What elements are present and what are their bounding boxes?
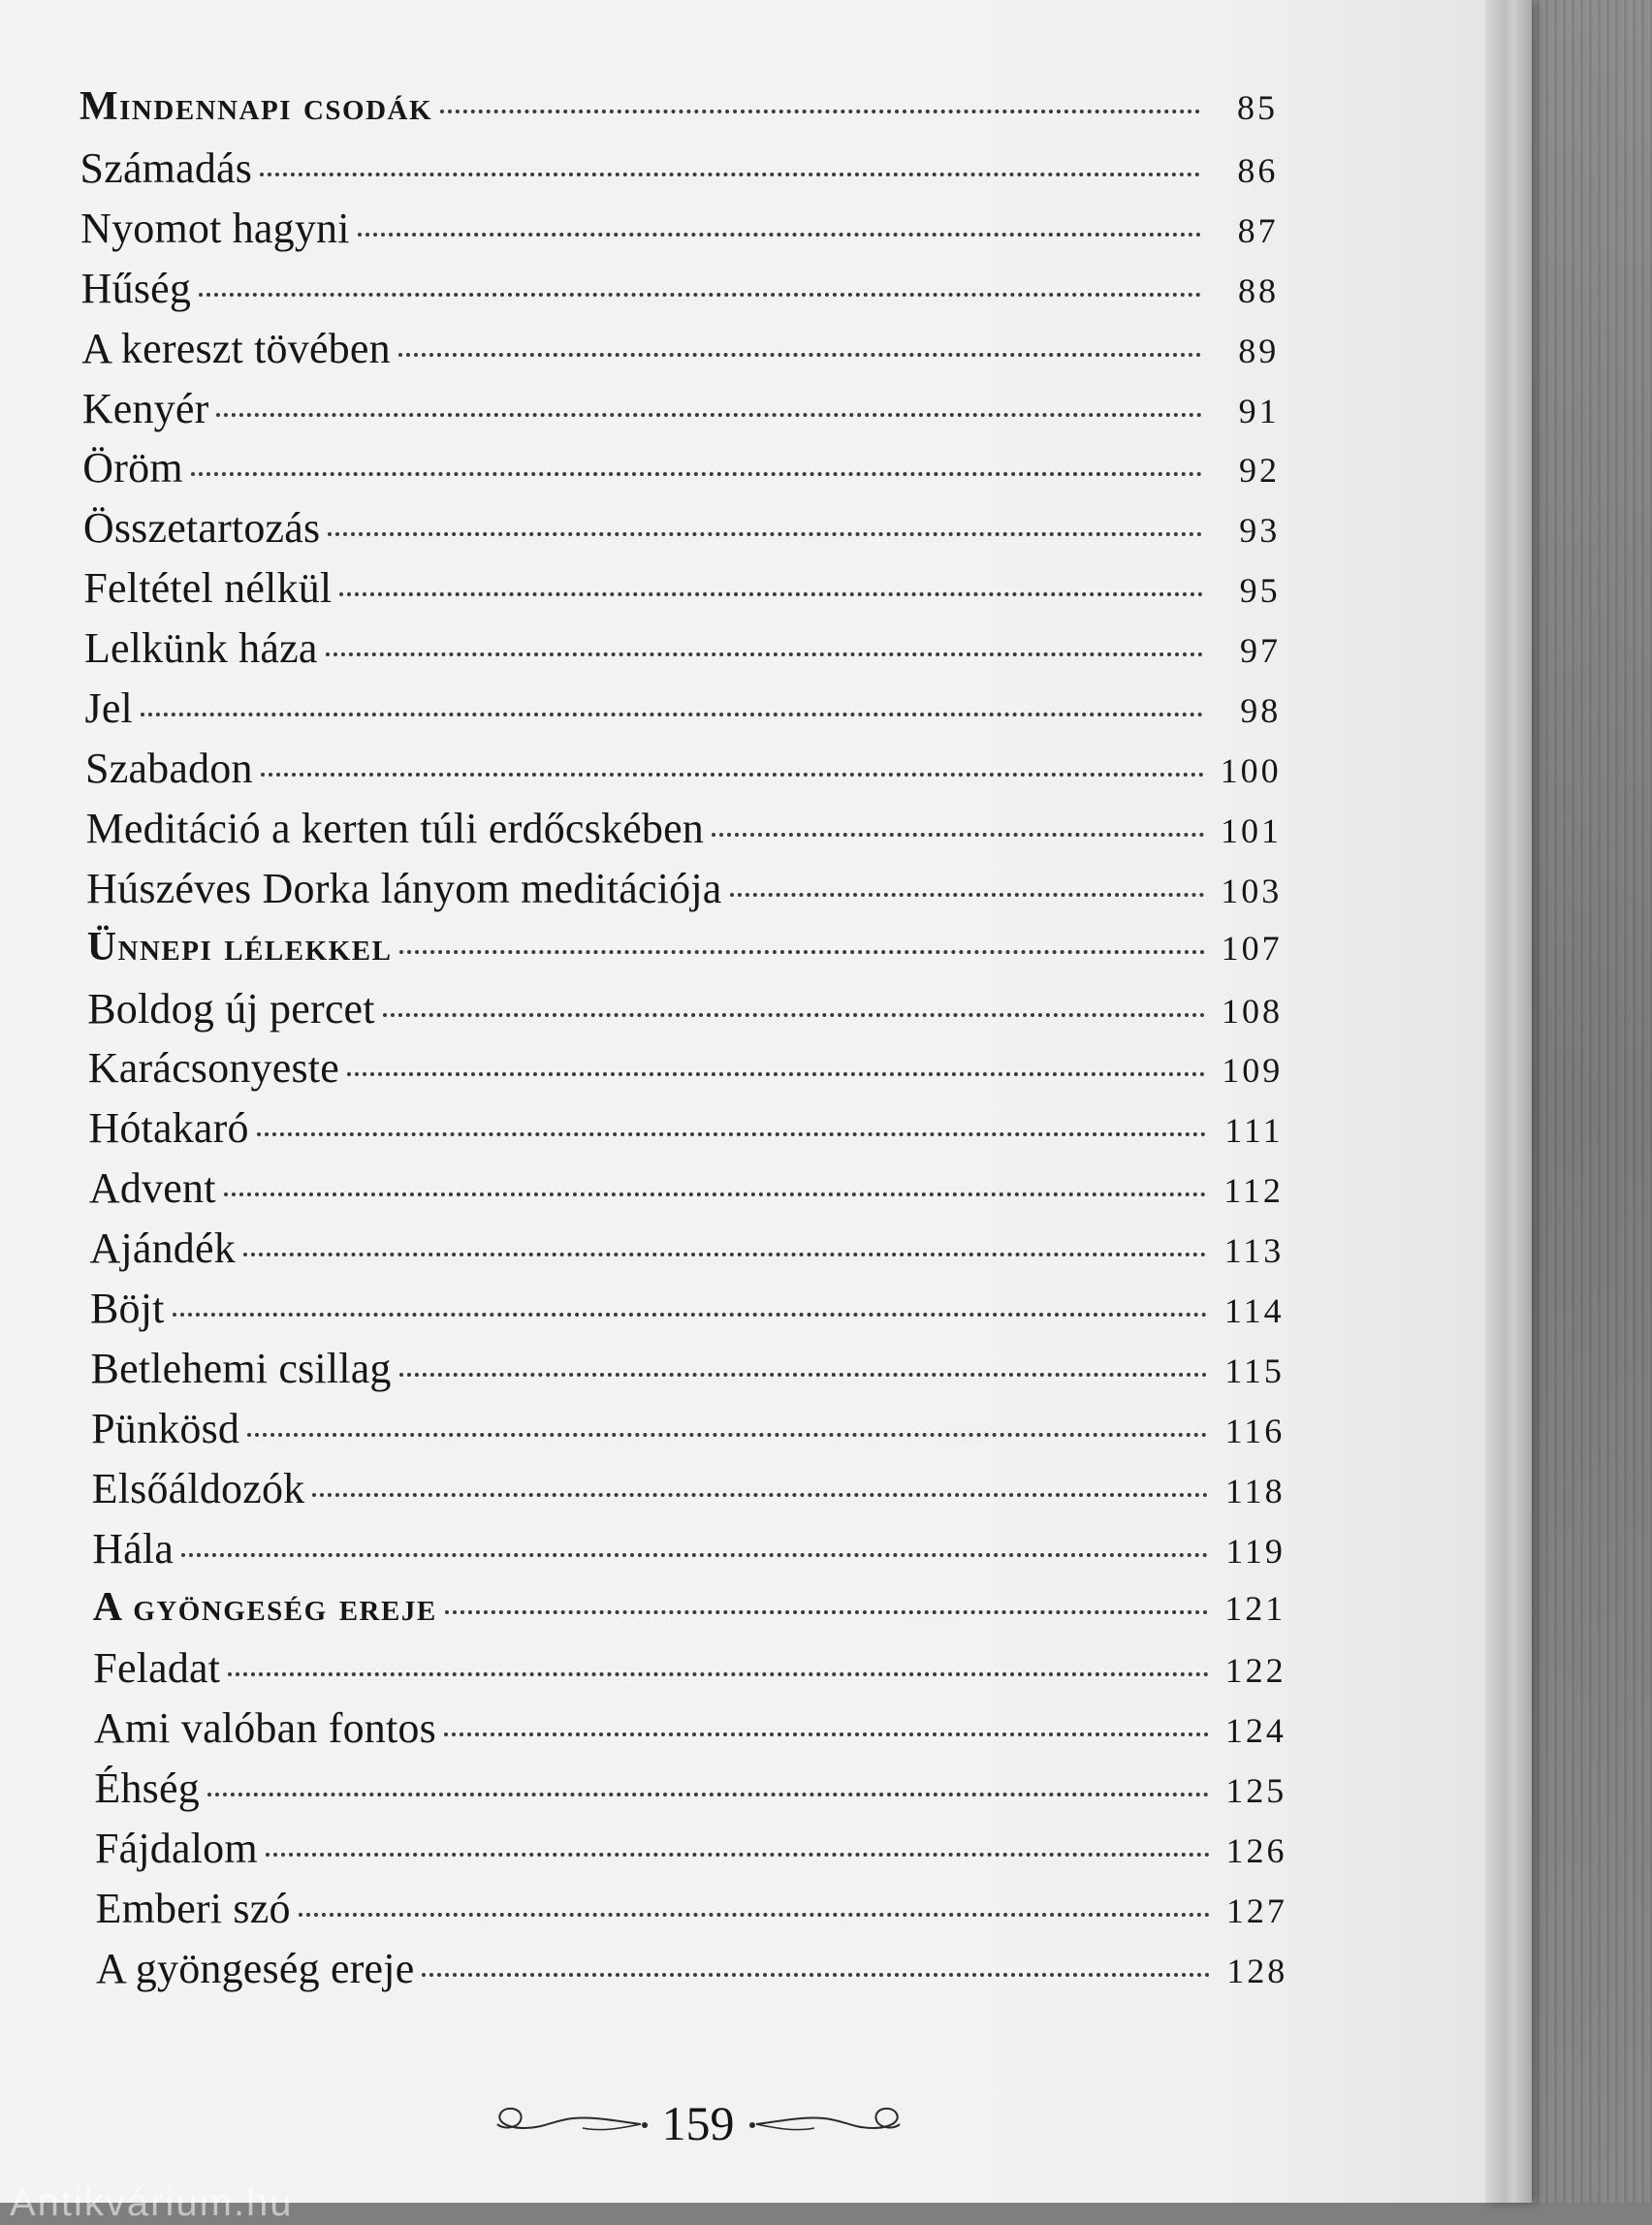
toc-entry-title: Fájdalom (94, 1825, 258, 1873)
toc-entry-row (81, 264, 1279, 318)
toc-entry-row (83, 563, 1280, 618)
dot-leader (247, 1433, 1207, 1437)
toc-entry-title: Boldog új percet (87, 984, 375, 1033)
toc-entry-title: Jel (84, 684, 133, 732)
toc-entry-title: Nyomot hagyni (80, 204, 350, 252)
toc-page-number: 108 (1221, 991, 1283, 1031)
toc-entry-row (91, 1404, 1285, 1458)
dot-leader (224, 1192, 1206, 1196)
toc-section-row (79, 83, 1278, 138)
dot-leader (399, 1373, 1207, 1377)
dot-leader (312, 1493, 1207, 1497)
dot-leader (383, 1013, 1205, 1017)
toc-entry-title: Számadás (79, 143, 253, 192)
toc-entry-row (96, 1884, 1287, 1938)
dot-leader (339, 592, 1202, 596)
toc-entry-row (89, 1163, 1284, 1218)
toc-entry-row (96, 1944, 1287, 1998)
toc-page-number: 92 (1238, 451, 1280, 491)
toc-page-number: 103 (1221, 871, 1283, 910)
toc-entry-row (81, 324, 1279, 378)
toc-page-number: 93 (1239, 511, 1281, 551)
toc-entry-title: Hála (92, 1524, 175, 1573)
dot-leader (243, 1253, 1206, 1256)
dot-leader (422, 1973, 1210, 1977)
toc-entry-title: Húszéves Dorka lányom meditációja (86, 864, 722, 912)
dot-leader (730, 893, 1205, 897)
dot-leader (216, 413, 1201, 417)
toc-entry-title: Kenyér (81, 384, 209, 432)
watermark: Antikvárium.hu (10, 2181, 294, 2224)
toc-entry-row (80, 143, 1279, 198)
toc-entry-row (95, 1824, 1287, 1878)
toc-page-number: 109 (1222, 1051, 1284, 1091)
toc-entry-row (90, 1284, 1285, 1338)
dot-leader (181, 1553, 1208, 1557)
toc-entry-title: Feltétel nélkül (83, 564, 333, 613)
toc-page-number: 107 (1221, 928, 1283, 968)
toc-entry-title: Karácsonyeste (87, 1044, 339, 1093)
dot-leader (299, 1913, 1210, 1917)
toc-page-number: 91 (1238, 391, 1280, 430)
toc-page-number: 128 (1226, 1951, 1288, 1990)
dot-leader (199, 293, 1201, 297)
toc-entry-title: Szabadon (85, 744, 253, 792)
toc-entry-title: Advent (88, 1164, 216, 1213)
toc-entry-title: Ami valóban fontos (93, 1704, 436, 1753)
flourish-left-icon (486, 2099, 651, 2147)
dot-leader (440, 110, 1200, 113)
toc-entry-title: Betlehemi csillag (90, 1344, 392, 1392)
dot-leader (173, 1313, 1207, 1317)
toc-section-row (93, 1584, 1287, 1638)
toc-page-number: 121 (1224, 1588, 1287, 1628)
toc-entry-row (85, 683, 1282, 738)
toc-entry-row (82, 384, 1280, 438)
flourish-right-icon (747, 2099, 911, 2147)
dot-leader (444, 1732, 1209, 1736)
toc-page-number: 87 (1237, 210, 1279, 250)
toc-section-title: Ünnepi lélekkel (86, 924, 393, 969)
toc-page-number: 89 (1238, 331, 1280, 370)
toc-entry-row (84, 623, 1281, 678)
toc-page-number: 101 (1220, 811, 1282, 850)
dot-leader (326, 652, 1203, 656)
toc-entry-row (88, 1103, 1283, 1158)
toc-entry-title: Elsőáldozók (91, 1464, 305, 1512)
toc-entry-row (92, 1464, 1286, 1518)
toc-entry-title: Hótakaró (88, 1104, 249, 1153)
dot-leader (358, 233, 1201, 237)
page-footer (475, 2084, 921, 2162)
toc-page-number: 127 (1225, 1891, 1287, 1930)
toc-page-number: 122 (1224, 1651, 1287, 1691)
toc-entry-title: Hűség (80, 264, 192, 312)
dot-leader (399, 950, 1204, 954)
toc-entry-row (91, 1344, 1285, 1398)
dot-leader (257, 1132, 1206, 1136)
toc-page-number: 98 (1240, 691, 1282, 730)
dot-leader (260, 173, 1200, 176)
toc-entry-row (94, 1764, 1287, 1818)
toc-section-title: A gyöngeség ereje (92, 1584, 437, 1630)
toc-section-title: Mindennapi csodák (79, 84, 433, 129)
dot-leader (347, 1072, 1205, 1076)
toc-page-number: 119 (1225, 1531, 1286, 1571)
toc-entry-row (87, 984, 1283, 1038)
toc-entry-row (93, 1643, 1286, 1698)
toc-entry-title: A gyöngeség ereje (96, 1944, 415, 1992)
dot-leader (141, 713, 1203, 716)
dot-leader (712, 833, 1204, 837)
toc-entry-title: Emberi szó (95, 1885, 291, 1932)
dot-leader (266, 1853, 1210, 1857)
toc-entry-title: Öröm (82, 444, 183, 493)
toc-page-number: 114 (1223, 1291, 1285, 1330)
dot-leader (445, 1610, 1209, 1614)
dot-leader (328, 532, 1202, 536)
toc-page-number: 86 (1237, 150, 1279, 190)
toc-page-number: 115 (1224, 1351, 1285, 1390)
dot-leader (398, 353, 1201, 357)
toc-entry-title: Lelkünk háza (83, 624, 318, 673)
toc-entry-row (80, 204, 1279, 258)
toc-page-number: 100 (1220, 750, 1282, 790)
toc-entry-title: Böjt (90, 1285, 165, 1332)
toc-section-row (87, 924, 1283, 978)
toc-page-number: 124 (1224, 1711, 1287, 1751)
toc-page-number: 88 (1237, 270, 1279, 310)
toc-page-number: 95 (1239, 571, 1281, 611)
toc-page-number: 85 (1237, 88, 1278, 127)
dot-leader (228, 1672, 1208, 1676)
toc-page-number: 97 (1239, 631, 1281, 671)
dot-leader (207, 1793, 1209, 1796)
toc-page-number: 112 (1223, 1171, 1284, 1211)
toc-entry-title: Ajándék (89, 1224, 236, 1273)
toc-entry-title: Éhség (94, 1764, 200, 1813)
toc-entry-row (89, 1224, 1284, 1278)
dot-leader (191, 472, 1202, 476)
toc-page-number: 125 (1225, 1771, 1287, 1811)
toc-entry-title: Pünkösd (91, 1404, 240, 1452)
toc-entry-row (86, 864, 1282, 918)
toc-page-number: 113 (1223, 1231, 1285, 1271)
toc-entry-row (88, 1043, 1283, 1097)
toc-entry-row (86, 804, 1282, 858)
toc-entry-row (85, 744, 1282, 798)
toc-page-number: 126 (1225, 1831, 1287, 1871)
toc-page-number: 118 (1224, 1471, 1286, 1510)
toc-entry-title: Meditáció a kerten túli erdőcskében (85, 804, 705, 852)
toc-entry-title: Feladat (93, 1644, 221, 1693)
dot-leader (261, 773, 1204, 777)
toc-page-number: 111 (1224, 1111, 1284, 1151)
toc-entry-title: A kereszt tövében (81, 324, 391, 372)
book-page-edge (1485, 0, 1532, 2203)
toc-entry-row (83, 503, 1280, 557)
page-number: 159 (661, 2096, 735, 2150)
toc-entry-title: Összetartozás (82, 504, 321, 553)
toc-entry-row (92, 1524, 1286, 1578)
toc-page-number: 116 (1224, 1411, 1286, 1450)
toc-entry-row (94, 1703, 1287, 1758)
toc-entry-row (82, 443, 1280, 497)
